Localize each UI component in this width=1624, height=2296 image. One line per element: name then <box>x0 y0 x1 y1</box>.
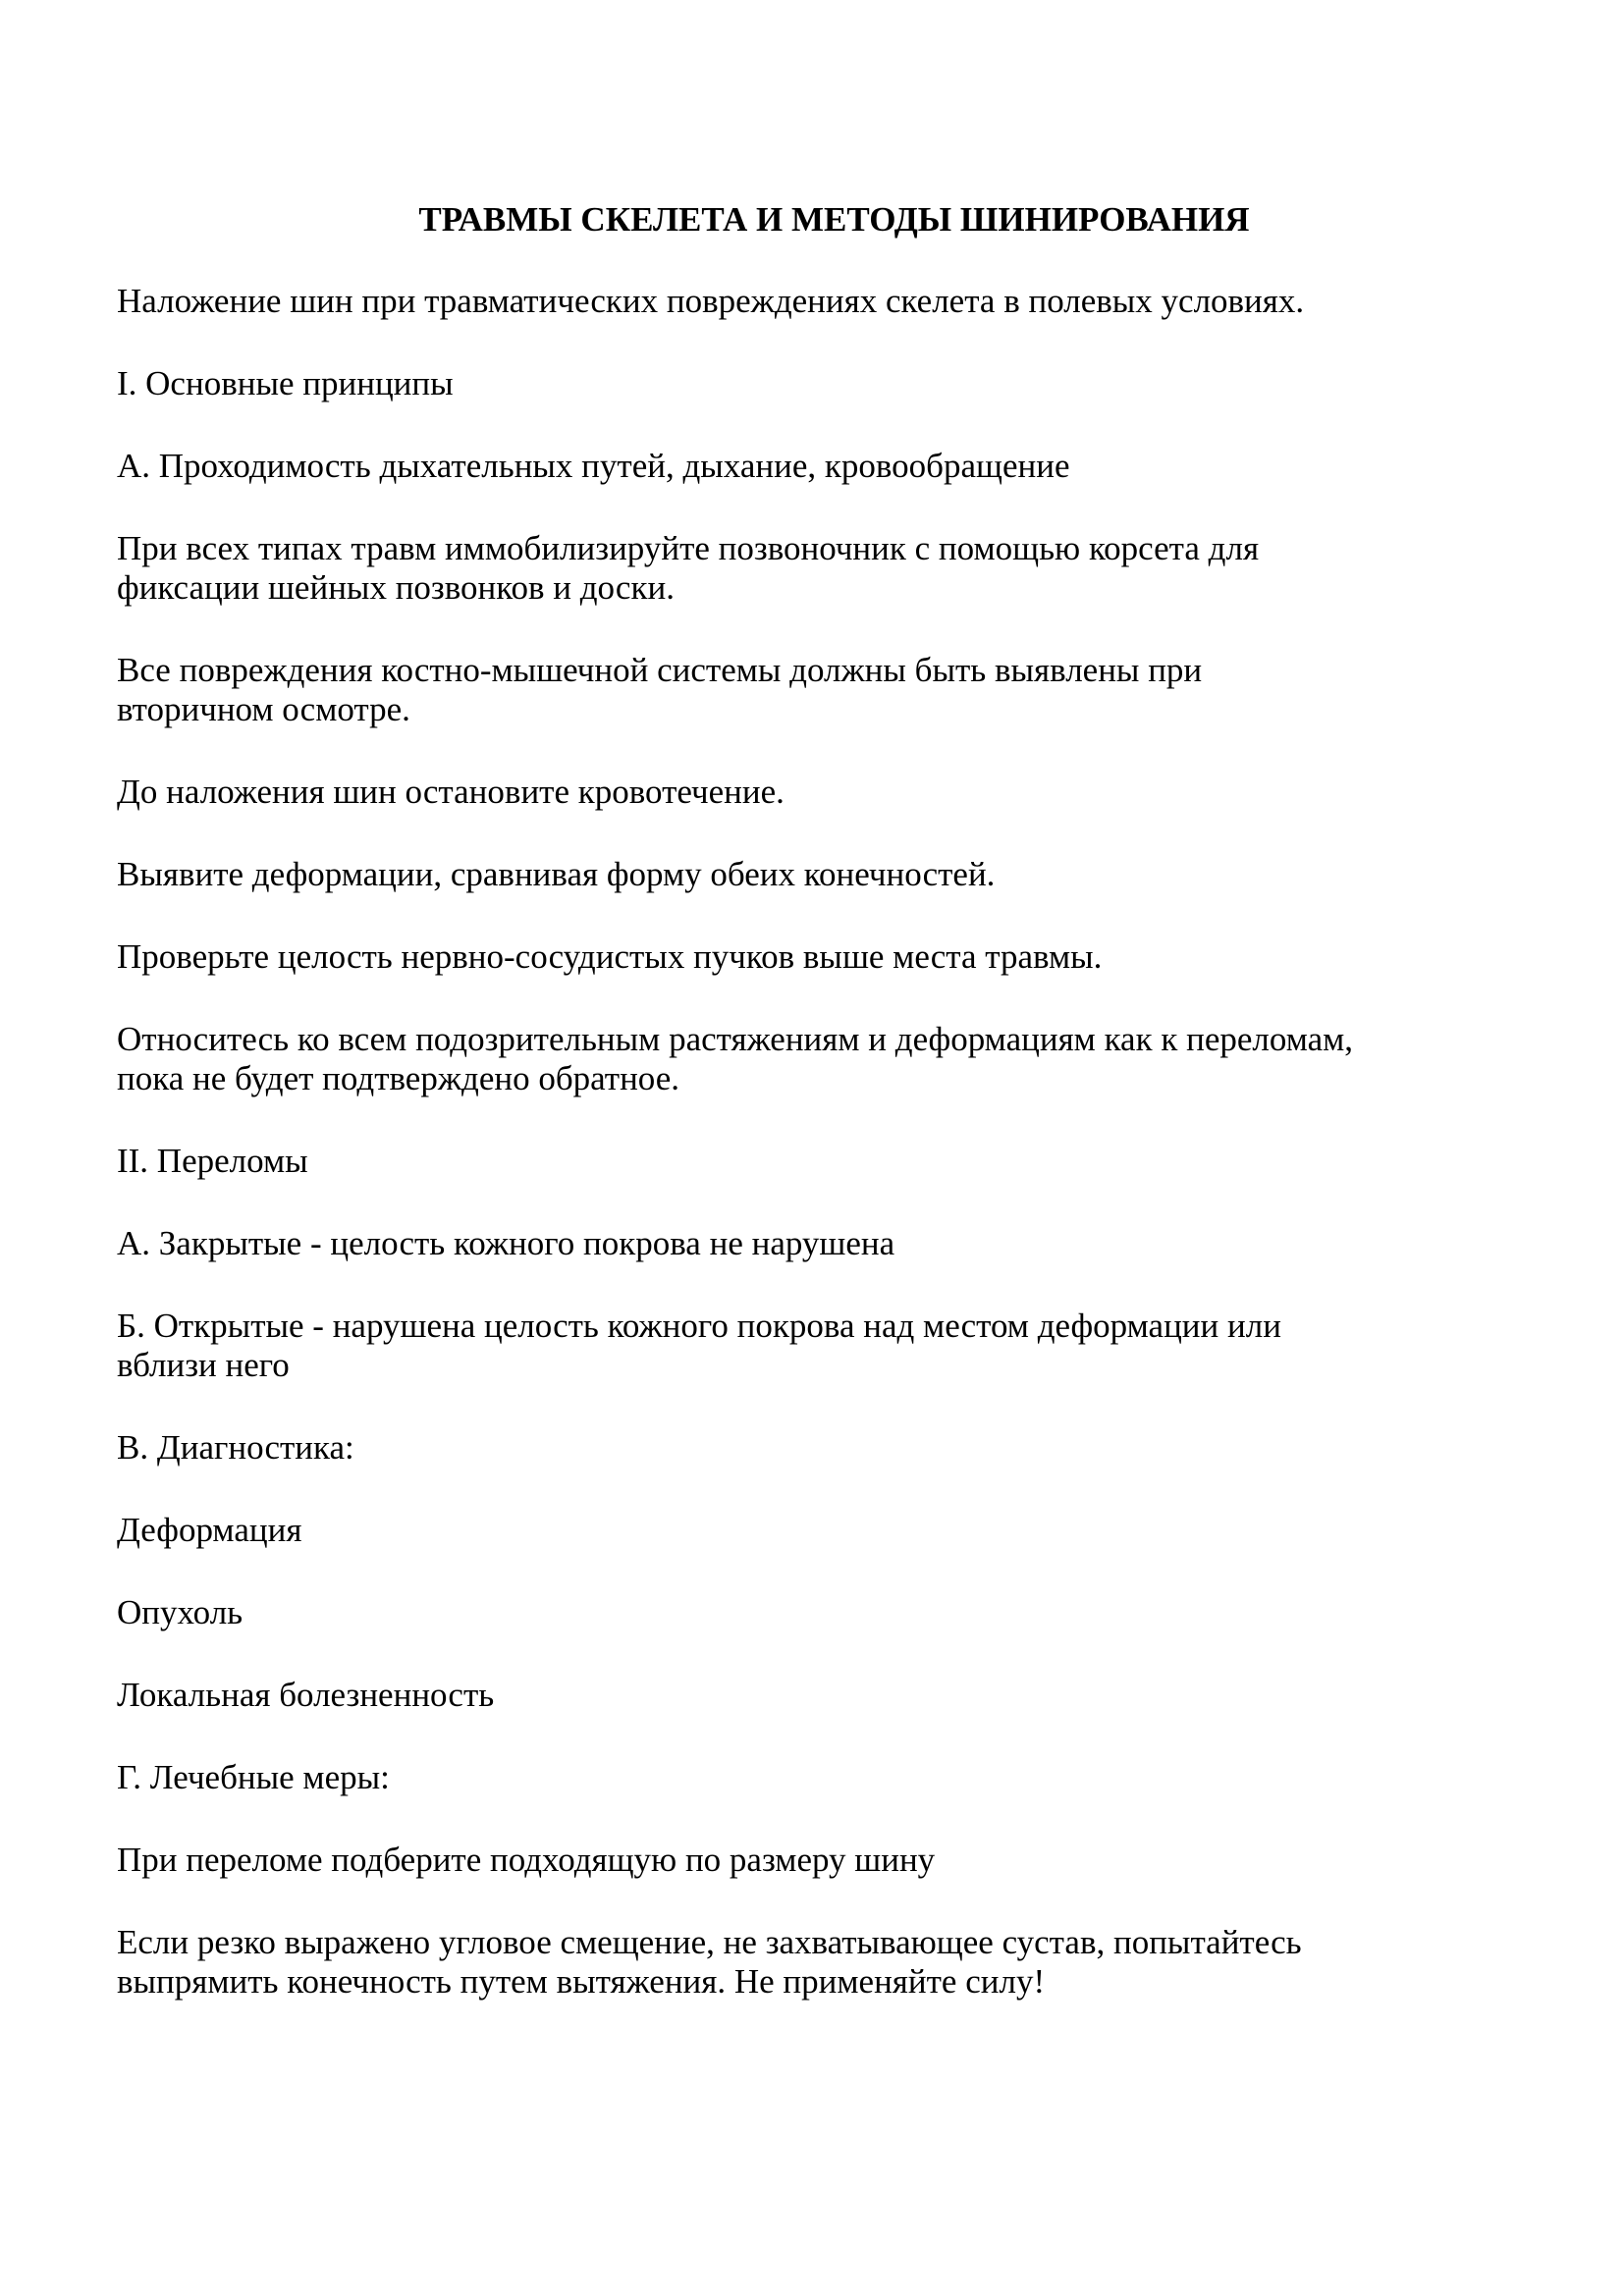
paragraph <box>117 364 1526 403</box>
document-title: ТРАВМЫ СКЕЛЕТА И МЕТОДЫ ШИНИРОВАНИЯ <box>418 200 1250 239</box>
paragraph <box>117 1758 1526 1797</box>
paragraph <box>117 1841 1526 1880</box>
paragraph-line: При переломе подберите подходящую по размеру шину <box>117 1841 936 1879</box>
paragraph-line: Наложение шин при травматических повреждениях скелета в полевых условиях. <box>117 282 1305 320</box>
paragraph <box>117 282 1526 321</box>
paragraph <box>117 1020 1526 1098</box>
paragraph-line: Г. Лечебные меры: <box>117 1758 390 1796</box>
paragraph-line: В. Диагностика: <box>117 1428 354 1467</box>
paragraph-line: выпрямить конечность путем вытяжения. Не применяйте силу! <box>117 1962 1046 2001</box>
document-body <box>117 282 1526 2002</box>
paragraph-line: А. Закрытые - целость кожного покрова не нарушена <box>117 1224 895 1262</box>
paragraph-line: Б. Открытые - нарушена целость кожного покрова над местом деформации или <box>117 1307 1281 1345</box>
paragraph <box>117 1511 1526 1550</box>
paragraph <box>117 447 1526 486</box>
paragraph <box>117 1676 1526 1715</box>
paragraph-line: Все повреждения костно-мышечной системы должны быть выявлены при <box>117 651 1203 689</box>
paragraph <box>117 855 1526 894</box>
paragraph-line: Опухоль <box>117 1593 244 1631</box>
paragraph <box>117 1923 1526 2002</box>
paragraph-line: фиксации шейных позвонков и доски. <box>117 568 675 607</box>
paragraph-line: Относитесь ко всем подозрительным растяжениям и деформациям как к переломам, <box>117 1020 1354 1058</box>
paragraph-line: Локальная болезненность <box>117 1676 495 1714</box>
paragraph <box>117 937 1526 977</box>
paragraph <box>117 651 1526 729</box>
paragraph <box>117 1142 1526 1181</box>
paragraph <box>117 773 1526 812</box>
paragraph-line: вблизи него <box>117 1346 290 1384</box>
paragraph-line: При всех типах травм иммобилизируйте позвоночник с помощью корсета для <box>117 529 1260 567</box>
paragraph-line: До наложения шин остановите кровотечение. <box>117 773 785 811</box>
paragraph-line: II. Переломы <box>117 1142 308 1180</box>
paragraph-line: Выявите деформации, сравнивая форму обеих конечностей. <box>117 855 996 893</box>
paragraph <box>117 1224 1526 1263</box>
paragraph-line: Проверьте целость нервно-сосудистых пучков выше места травмы. <box>117 937 1103 976</box>
paragraph <box>117 1428 1526 1468</box>
paragraph-line: Деформация <box>117 1511 302 1549</box>
paragraph <box>117 529 1526 608</box>
paragraph-line: I. Основные принципы <box>117 364 454 402</box>
paragraph <box>117 1593 1526 1632</box>
paragraph <box>117 1307 1526 1385</box>
paragraph-line: пока не будет подтверждено обратное. <box>117 1059 680 1097</box>
paragraph-line: Если резко выражено угловое смещение, не захватывающее сустав, попытайтесь <box>117 1923 1302 1961</box>
paragraph-line: А. Проходимость дыхательных путей, дыхание, кровообращение <box>117 447 1070 485</box>
paragraph-line: вторичном осмотре. <box>117 690 410 728</box>
